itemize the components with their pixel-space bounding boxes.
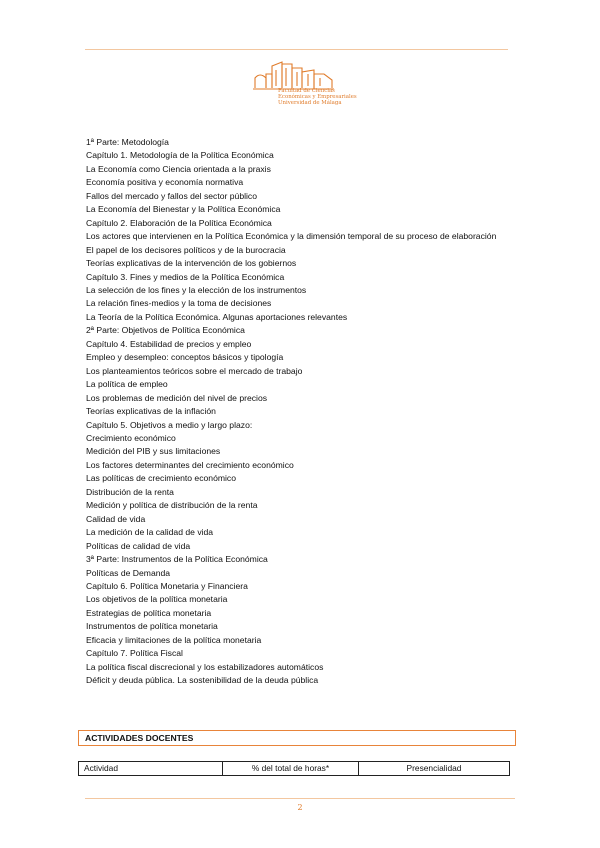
content-line: La política fiscal discrecional y los estabilizadores automáticos bbox=[86, 661, 324, 672]
content-line: Medición del PIB y sus limitaciones bbox=[86, 446, 221, 457]
activities-table bbox=[78, 761, 510, 776]
content-line: Capítulo 4. Estabilidad de precios y empleo bbox=[86, 338, 252, 349]
table-header-row bbox=[79, 762, 510, 776]
content-line: Capítulo 1. Metodología de la Política Económica bbox=[86, 150, 274, 161]
section-title: ACTIVIDADES DOCENTES bbox=[85, 733, 194, 743]
footer-rule bbox=[85, 798, 515, 799]
content-line: Teorías explicativas de la inflación bbox=[86, 406, 216, 417]
content-line: El papel de los decisores políticos y de la burocracia bbox=[86, 244, 286, 255]
content-line: La Economía como Ciencia orientada a la praxis bbox=[86, 163, 271, 174]
content-line: Empleo y desempleo: conceptos básicos y tipología bbox=[86, 352, 284, 363]
content-line: 2ª Parte: Objetivos de Política Económica bbox=[86, 325, 245, 336]
building-logo-icon bbox=[252, 58, 338, 92]
logo-line: Facultad de Ciencias bbox=[278, 88, 335, 94]
content-line: La relación fines-medios y la toma de decisiones bbox=[86, 298, 272, 309]
content-line: Fallos del mercado y fallos del sector público bbox=[86, 190, 258, 201]
content-line: Teorías explicativas de la intervención de los gobiernos bbox=[86, 258, 297, 269]
content-line: La selección de los fines y la elección de los instrumentos bbox=[86, 284, 307, 295]
page-number: 2 bbox=[297, 803, 303, 812]
content-line: Políticas de calidad de vida bbox=[86, 540, 191, 551]
table-header-cell: % del total de horas* bbox=[223, 762, 359, 776]
content-line: Capítulo 3. Fines y medios de la Política Económica bbox=[86, 271, 285, 282]
content-line: Calidad de vida bbox=[86, 513, 146, 524]
header-rule bbox=[85, 49, 508, 50]
content-line: Distribución de la renta bbox=[86, 486, 174, 497]
content-line: Los actores que intervienen en la Política Económica y la dimensión temporal de su proceso de elaboración bbox=[86, 231, 497, 242]
logo-line: Económicas y Empresariales bbox=[278, 94, 357, 100]
syllabus-content bbox=[86, 136, 516, 688]
content-line: Déficit y deuda pública. La sostenibilidad de la deuda pública bbox=[86, 675, 319, 686]
table-header-cell: Actividad bbox=[79, 762, 223, 776]
content-line: Crecimiento económico bbox=[86, 432, 176, 443]
content-line: La medición de la calidad de vida bbox=[86, 527, 214, 538]
content-line: Los factores determinantes del crecimiento económico bbox=[86, 459, 294, 470]
content-line: Estrategias de política monetaria bbox=[86, 607, 212, 618]
content-line: Medición y política de distribución de la renta bbox=[86, 500, 258, 511]
section-heading-box bbox=[78, 730, 516, 746]
content-line: Capítulo 5. Objetivos a medio y largo plazo: bbox=[86, 419, 253, 430]
table-header-cell: Presencialidad bbox=[359, 762, 510, 776]
content-line: La Economía del Bienestar y la Política Económica bbox=[86, 204, 281, 215]
content-line: Políticas de Demanda bbox=[86, 567, 171, 578]
content-line: La política de empleo bbox=[86, 379, 168, 390]
content-line: Los problemas de medición del nivel de precios bbox=[86, 392, 268, 403]
content-line: La Teoría de la Política Económica. Algunas aportaciones relevantes bbox=[86, 311, 348, 322]
logo-line: Universidad de Málaga bbox=[278, 100, 342, 106]
content-line: Instrumentos de política monetaria bbox=[86, 621, 218, 632]
content-line: Los objetivos de la política monetaria bbox=[86, 594, 228, 605]
content-line: 3ª Parte: Instrumentos de la Política Económica bbox=[86, 554, 268, 565]
content-line: Eficacia y limitaciones de la política monetaria bbox=[86, 634, 262, 645]
content-line: Capítulo 6. Política Monetaria y Financiera bbox=[86, 580, 248, 591]
content-line: Economía positiva y economía normativa bbox=[86, 177, 244, 188]
logo-text bbox=[278, 88, 357, 106]
content-line: 1ª Parte: Metodología bbox=[86, 137, 169, 147]
faculty-logo bbox=[252, 58, 357, 116]
content-line: Las políticas de crecimiento económico bbox=[86, 473, 236, 484]
content-line: Capítulo 2. Elaboración de la Política Económica bbox=[86, 217, 272, 228]
content-line: Los planteamientos teóricos sobre el mercado de trabajo bbox=[86, 365, 303, 376]
content-line: Capítulo 7. Política Fiscal bbox=[86, 648, 183, 659]
